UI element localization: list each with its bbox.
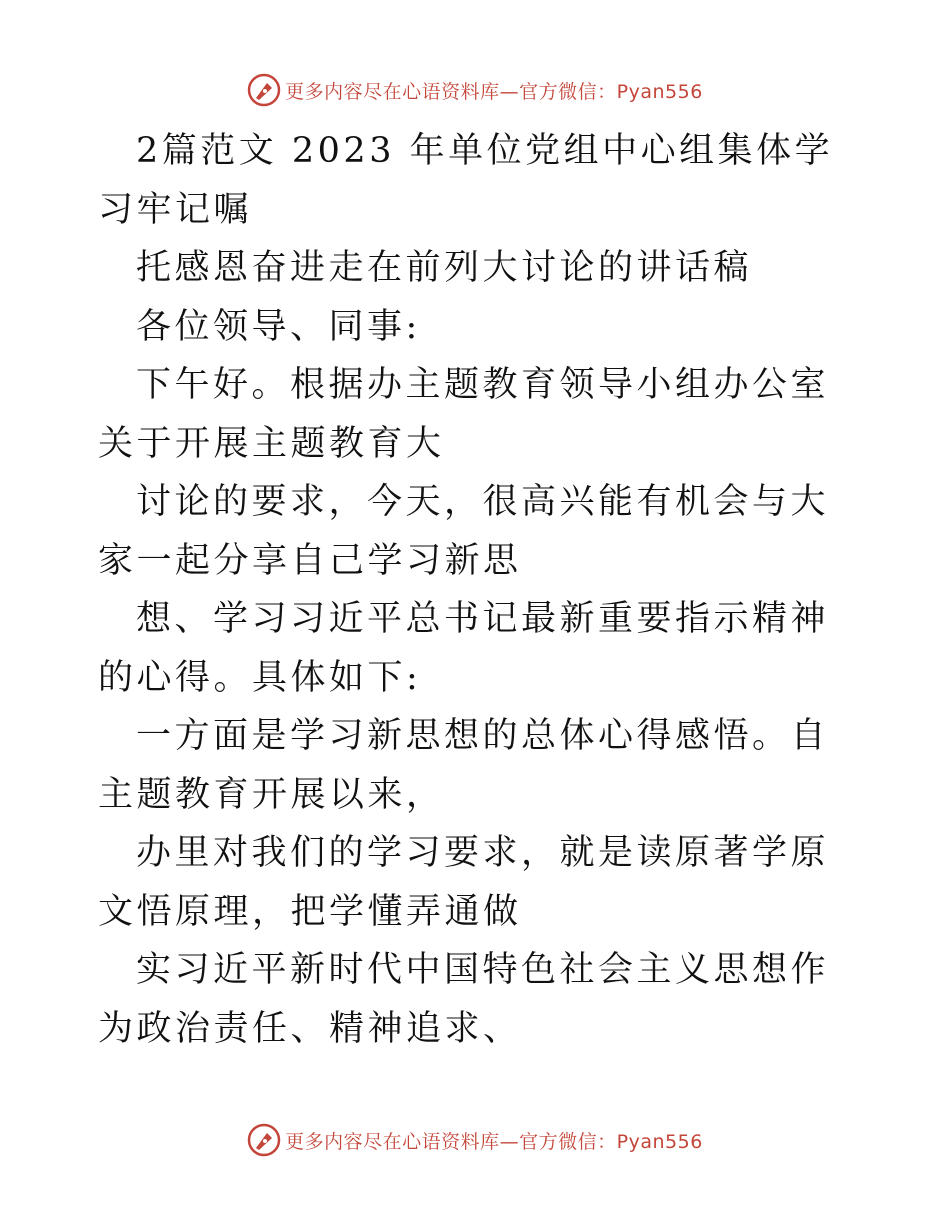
- paragraph: 讨论的要求，今天，很高兴能有机会与大家一起分享自己学习新思: [98, 482, 830, 581]
- paragraph: 下午好。根据办主题教育领导小组办公室关于开展主题教育大: [98, 365, 830, 464]
- wechat-id: Pyan556: [616, 80, 703, 103]
- paragraph: 一方面是学习新思想的总体心得感悟。自主题教育开展以来，: [98, 716, 830, 815]
- footer-watermark: [0, 1120, 950, 1160]
- watermark-text: 更多内容尽在心语资料库—官方微信：Pyan556: [285, 80, 703, 103]
- paragraph: 2篇范文 2023 年单位党组中心组集体学习牢记嘱: [98, 131, 834, 230]
- wechat-id: Pyan556: [616, 1130, 703, 1153]
- pen-nib-logo-icon: [247, 73, 281, 107]
- paragraph: 想、学习习近平总书记最新重要指示精神的心得。具体如下:: [98, 599, 830, 698]
- pen-nib-logo-icon: [247, 1123, 281, 1157]
- paragraph: 各位领导、同事:: [136, 306, 421, 347]
- document-body: [98, 122, 858, 1058]
- paragraph: 办里对我们的学习要求，就是读原著学原文悟原理，把学懂弄通做: [98, 833, 830, 932]
- paragraph: 实习近平新时代中国特色社会主义思想作为政治责任、精神追求、: [98, 950, 830, 1049]
- watermark-text: 更多内容尽在心语资料库—官方微信：Pyan556: [285, 1130, 703, 1153]
- header-watermark: [0, 70, 950, 110]
- paragraph: 托感恩奋进走在前列大讨论的讲话稿: [136, 248, 753, 288]
